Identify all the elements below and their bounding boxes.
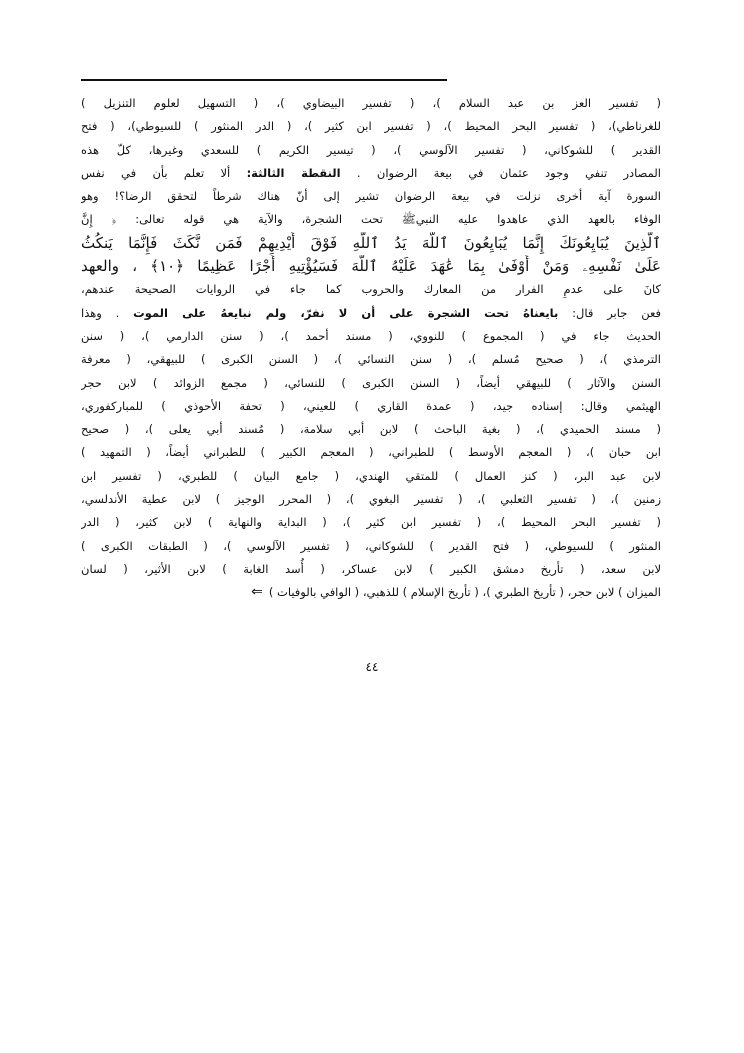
text-line: للغرناطي)، ( تفسير البحر المحيط )، ( تفسير ابن كثير )، ( الدر المنثور ) للسيوطي)، ( فتح [81, 119, 661, 134]
inline-text: فعن جابر قال: [558, 305, 661, 320]
quran-verse-line: عَلَىٰ نَفْسِهِۦ وَمَنْ أَوْفَىٰ بِمَا عَٰهَدَ عَلَيْهُ ٱللَّهَ فَسَيُؤْتِيهِ أَجْرًا عَظِيمًا ﴿١٠﴾ ، والعهد [81, 257, 661, 276]
inline-text: الميزان ) لابن حجر، ( تأريخ الطبري )، ( تأريخ الإسلام ) للذهبي، ( الوافي بالوفيات ) [268, 585, 661, 600]
text-line: القدير ) للشوكاني، ( تفسير الآلوسي )، ( تيسير الكريم ) للسعدي وغيرها، كلّ هذه [81, 142, 661, 157]
text-line: ابن حبان )، ( المعجم الأوسط ) للطبراني، ( المعجم الكبير ) للطبراني أيضاً، ( التمهيد ) [81, 445, 661, 460]
text-line [81, 162, 661, 185]
text-line [81, 302, 661, 325]
inline-text: ألا تعلم بأن في نفس [81, 165, 247, 180]
text-line: ( تفسير البحر المحيط )، ( تفسير ابن كثير )، ( البداية والنهاية ) لابن كثير، ( الدر [81, 515, 661, 530]
text-line: زمنين )، ( تفسير الثعلبي )، ( تفسير البغوي )، ( المحرر الوجيز ) لابن عطية الأندلسي، [81, 492, 661, 507]
text-line: كانَ على عدمِ الفرار من المعارك والحروب كما جاء في الروايات الصحيحة عندهم، [81, 282, 661, 297]
text-line: الحديث جاء في ( المجموع ) للنووي، ( مسند أحمد )، ( سنن الدارمي )، ( سنن [81, 328, 661, 343]
text-line: الوفاء بالعهد الذي عاهدوا عليه النبيﷺ تحت الشجرة، والآية هي قوله تعالى: ﴿ إِنَّ [81, 212, 661, 227]
text-line: ( مسند الحميدي )، ( بغية الباحث ) لابن أبي سلامة، ( مُسند أبي يعلى )، ( صحيح [81, 422, 661, 437]
text-line: الهيثمي وقال: إسناده جيد، ( عمدة القاري ) للعيني، ( تحفة الأحوذي ) للمباركفوري، [81, 398, 661, 413]
text-line: لابن عبد البر، ( كنز العمال ) للمتقي الهندي، ( جامع البيان ) للطبري، ( تفسير ابن [81, 468, 661, 483]
quran-verse-line: ٱلَّذِينَ يُبَايِعُونَكَ إِنَّمَا يُبَايِعُونَ ٱللَّهَ يَدُ ٱللَّهِ فَوْقَ أَيْدِيهِمْ فَمَن نَّكَثَ فَإِنَّمَا يَنكُثُ [81, 233, 661, 252]
header-rule [81, 79, 447, 81]
text-line: لابن سعد، ( تأريخ دمشق الكبير ) لابن عساكر، ( أُسد الغابة ) لابن الأثير، ( لسان [81, 561, 661, 576]
text-line: الترمذي )، ( صحيح مُسلم )، ( سنن النسائي )، ( السنن الكبرى ) للبيهقي، ( معرفة [81, 352, 661, 367]
point-heading: النقطة الثالثة: [246, 165, 341, 180]
body-text [81, 92, 661, 605]
hadith-quote: بايعناهُ تحت الشجرة على أن لا نفرّ، ولم نبايعهُ على الموت [133, 305, 559, 320]
page-number: ٤٤ [365, 660, 379, 674]
inline-text: المصادر تنفي وجود عثمان في بيعة الرضوان . [340, 165, 661, 180]
continuation-arrow-icon: ⇐ [251, 584, 263, 601]
text-line: السنن والآثار ) للبيهقي أيضاً، ( السنن الكبرى ) للنسائي، ( مجمع الزوائد ) لابن حجر [81, 375, 661, 390]
inline-text: . وهذا [81, 305, 134, 320]
text-line: السورة آية أخرى نزلت في بيعة الرضوان تشير إلى أنّ هناك شرطاً لتحقق الرضا؟! وهو [81, 189, 661, 204]
text-line: ( تفسير العز بن عبد السلام )، ( تفسير البيضاوي )، ( التسهيل لعلوم التنزيل ) [81, 96, 661, 110]
text-line: المنثور ) للسيوطي، ( فتح القدير ) للشوكاني، ( تفسير الآلوسي )، ( الطبقات الكبرى ) [81, 538, 661, 553]
text-line [81, 581, 661, 604]
